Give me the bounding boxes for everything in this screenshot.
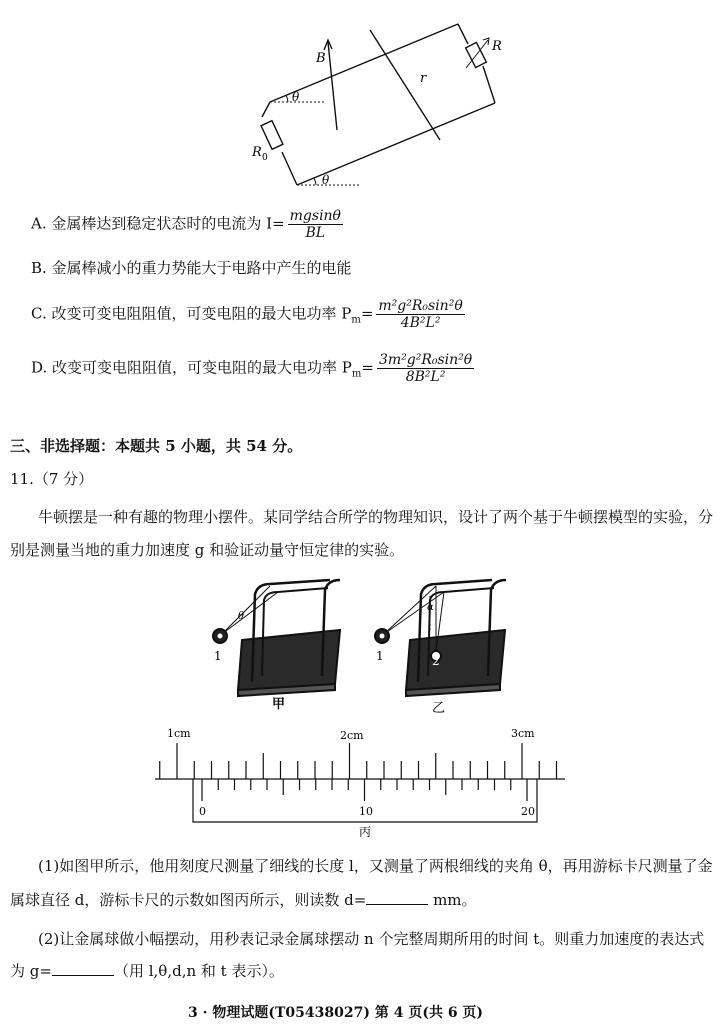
label-r-variable: R [492,39,502,54]
figure-label-jia: 甲 [272,697,286,712]
figure-label-bing: 丙 [359,825,372,839]
figure-label-yi: 乙 [432,701,446,716]
ruler-label-2cm: 2cm [340,729,364,742]
ball-1-jia: 1 [214,649,222,663]
label-r0: R [252,145,262,160]
ball-1-yi: 1 [376,649,384,663]
vernier-label-20: 20 [521,805,535,818]
left-rail-top [262,102,270,117]
part2-line-1: (2)让金属球做小幅摆动，用秒表记录金属球摆动 n 个完整周期所用的时间 t。则重力加速度的表达式 [38,930,705,948]
main-scale [160,743,557,779]
ball-2: 2 [432,654,440,668]
intro-line-2: 别是测量当地的重力加速度 g 和验证动量守恒定律的实验。 [10,541,405,559]
part2-line-2: 为 g= （用 l,θ,d,n 和 t 表示）。 [10,962,284,980]
figure-yi [375,580,506,696]
vernier-label-10: 10 [359,805,373,818]
option-c-fraction: $\frac{\text{m²g²R₀sin²θ}}{\text{4B²L²}}$ [378,298,463,331]
page-footer: 3 · 物理试题(T05438027) 第 4 页(共 6 页) [188,1005,484,1021]
option-b: B. 金属棒减小的重力势能大于电路中产生的电能 [31,259,352,277]
newton-cradle-figures [200,572,520,720]
vernier-scale [202,779,527,801]
answer-blank-g[interactable] [52,961,114,976]
label-r-rod: r [420,71,427,86]
angle-theta: θ [238,611,245,622]
vernier-caliper [145,722,575,847]
option-a-fraction: $\frac{mgsin\theta}{BL}$ [289,208,341,241]
label-theta-top: θ [292,90,300,104]
ruler-label-3cm: 3cm [511,727,535,740]
option-d: D. 改变可变电阻阻值，可变电阻的最大电功率 $P_m=$ $\frac{\text{3m²g²R₀sin²θ}}{\text{8B²L²}}$ [31,352,473,385]
figure-jia [213,580,340,696]
part1-line-1: (1)如图甲所示，他用刻度尺测量了细线的长度 l，又测量了两根细线的夹角 θ，再用游标卡尺测量了金 [38,857,713,875]
option-a: A. 金属棒达到稳定状态时的电流为 I= $\frac{mgsin\theta}{BL}$ [31,208,341,241]
label-b: B [316,51,326,66]
answer-blank-d[interactable] [366,890,428,905]
b-field-arrow [328,42,337,130]
vernier-label-0: 0 [199,805,206,818]
option-d-fraction: $\frac{\text{3m²g²R₀sin²θ}}{\text{8B²L²}}$ [378,352,473,385]
intro-line-1: 牛顿摆是一种有趣的物理小摆件。某同学结合所学的物理知识，设计了两个基于牛顿摆模型的实验，分 [38,508,714,526]
part1-line-2: 属球直径 d，游标卡尺的示数如图丙所示，则读数 d= mm。 [10,891,477,909]
ruler-label-1cm: 1cm [167,727,191,740]
angle-alpha: α [427,602,434,613]
left-rail-bottom [282,152,297,185]
label-theta-bottom: θ [322,173,330,187]
circuit-diagram [230,10,530,195]
label-r0-sub: 0 [262,153,268,163]
option-c: C. 改变可变电阻阻值，可变电阻的最大电功率 $P_m=$ $\frac{\text{m²g²R₀sin²θ}}{\text{4B²L²}}$ [31,298,463,331]
section-heading: 三、非选择题：本题共 5 小题，共 54 分。 [10,437,303,455]
question-number: 11.（7 分） [10,470,94,488]
